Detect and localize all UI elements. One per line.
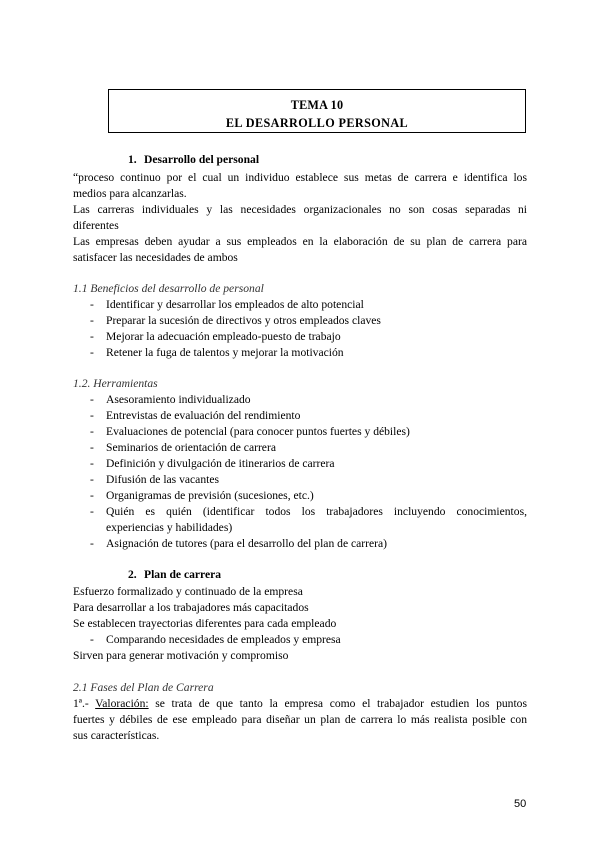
para3-line2: satisfacer las necesidades de ambos: [73, 251, 238, 264]
para3-line1: Las empresas deben ayudar a sus empleados en la elaboración de su plan de carrera para: [73, 235, 527, 248]
list-item: - Evaluaciones de potencial (para conocer puntos fuertes y débiles): [90, 425, 410, 438]
phase-line3: sus características.: [73, 729, 160, 742]
list-item: - Retener la fuga de talentos y mejorar la motivación: [90, 346, 344, 359]
section-2-title: Plan de carrera: [144, 568, 222, 581]
list-item: - Asesoramiento individualizado: [90, 393, 251, 406]
section-1-number: 1.: [128, 153, 137, 166]
list-item: - Mejorar la adecuación empleado-puesto de trabajo: [90, 330, 341, 343]
list-item: Quién es quién (identificar todos los trabajadores incluyendo conocimientos,: [106, 505, 527, 518]
para1-line2: medios para alcanzarlas.: [73, 187, 187, 200]
list-item-continuation: experiencias y habilidades): [106, 521, 233, 534]
phase-line2: fuertes y débiles de ese empleado para diseñar un plan de carrera lo más realista posible con: [73, 713, 527, 726]
list-item: - Organigramas de previsión (sucesiones, etc.): [90, 489, 314, 502]
list-item: - Entrevistas de evaluación del rendimiento: [90, 409, 301, 422]
list-item: - Asignación de tutores (para el desarrollo del plan de carrera): [90, 537, 388, 550]
subsection-2-1-title: 2.1 Fases del Plan de Carrera: [73, 681, 214, 694]
phase-line1: 1ª.- Valoración: se trata de que tanto la empresa como el trabajador estudien los puntos: [73, 697, 527, 710]
subsection-1-1-title: 1.1 Beneficios del desarrollo de personal: [73, 282, 264, 295]
list-item: - Identificar y desarrollar los empleados de alto potencial: [90, 298, 364, 311]
page-number: 50: [514, 798, 527, 810]
para2-line2: diferentes: [73, 219, 119, 232]
list-item: - Definición y divulgación de itinerarios de carrera: [90, 457, 335, 470]
plan-line: Se establecen trayectorias diferentes para cada empleado: [73, 617, 337, 630]
para1-line1: “proceso continuo por el cual un individuo establece sus metas de carrera e identifica los: [73, 171, 527, 184]
list-item: - Difusión de las vacantes: [90, 473, 220, 486]
valoracion-term: Valoración:: [95, 697, 149, 710]
plan-closing: Sirven para generar motivación y compromiso: [73, 649, 289, 662]
list-item: - Comparando necesidades de empleados y empresa: [90, 633, 341, 646]
title-subject: EL DESARROLLO PERSONAL: [225, 116, 409, 130]
para2-line1: Las carreras individuales y las necesidades organizacionales no son cosas separadas ni: [73, 203, 527, 216]
list-item-dash: -: [90, 505, 94, 518]
section-1-heading: [128, 153, 259, 166]
title-box: [108, 89, 526, 133]
subsection-1-2-title: 1.2. Herramientas: [73, 377, 158, 390]
section-2-heading: [128, 568, 221, 581]
title-tema: TEMA 10: [290, 98, 344, 112]
section-2-number: 2.: [128, 568, 137, 581]
list-item: - Seminarios de orientación de carrera: [90, 441, 276, 454]
section-1-title: Desarrollo del personal: [144, 153, 260, 166]
plan-line: Para desarrollar a los trabajadores más capacitados: [73, 601, 309, 614]
list-item: - Preparar la sucesión de directivos y otros empleados claves: [90, 314, 381, 327]
plan-line: Esfuerzo formalizado y continuado de la empresa: [73, 585, 303, 598]
